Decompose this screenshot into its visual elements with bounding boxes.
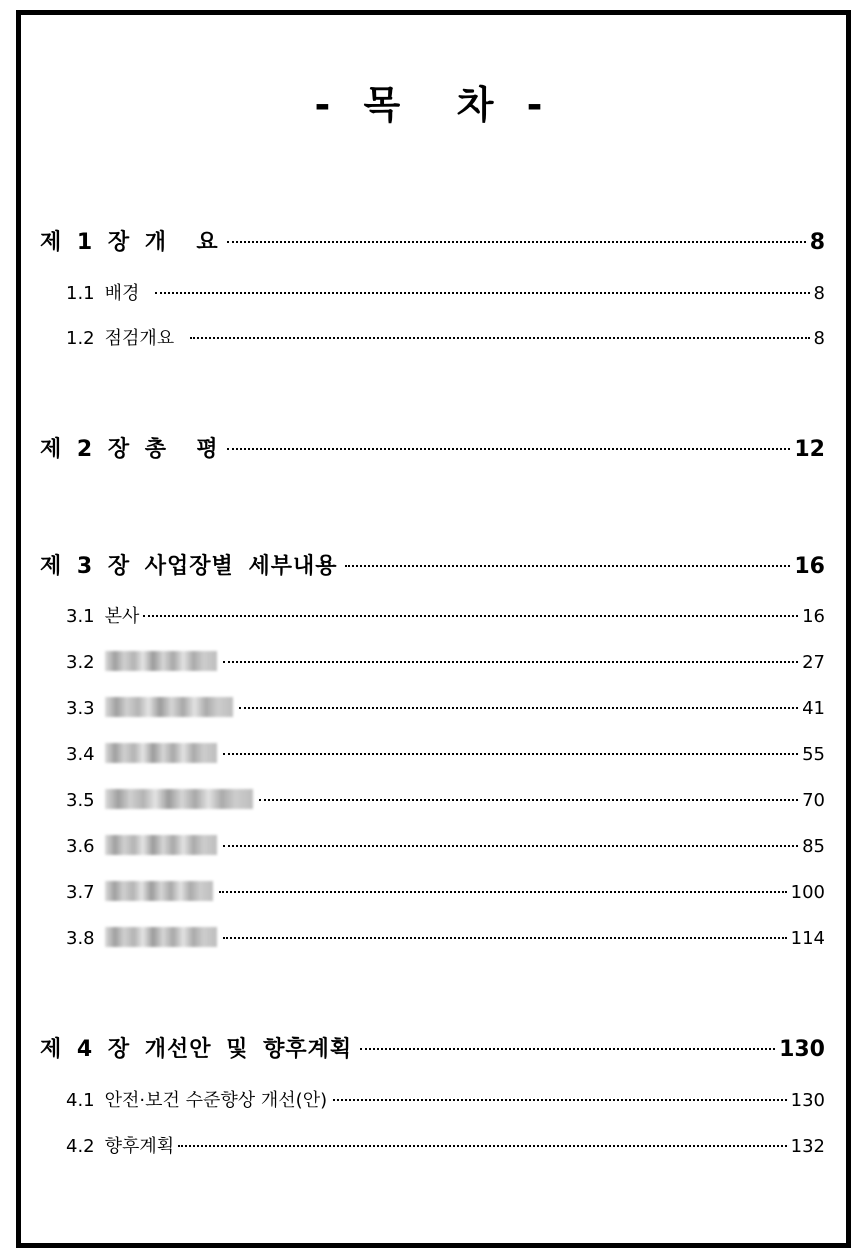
toc-section-label <box>66 832 217 857</box>
toc-page-number: 8 <box>813 283 825 304</box>
toc-section-number: 3.1 <box>66 606 95 627</box>
toc-page-number: 55 <box>802 744 825 765</box>
toc-chapter-4[interactable] <box>40 1032 825 1062</box>
toc-section-label <box>66 694 233 719</box>
toc-section-number: 1.2 <box>66 328 95 349</box>
toc-section-3-8[interactable] <box>66 924 825 948</box>
toc-section-number: 3.3 <box>66 698 95 719</box>
toc-section-text: 본사 <box>104 606 140 627</box>
toc-section-3-1[interactable] <box>66 602 825 626</box>
toc-chapter-3[interactable] <box>40 549 825 579</box>
toc-section-text: 향후계획 <box>104 1136 175 1157</box>
toc-leader-dots <box>143 615 798 617</box>
toc-section-label <box>66 924 217 949</box>
redacted-text-block <box>105 651 217 671</box>
toc-section-text: 안전·보건 수준향상 개선(안) <box>104 1090 328 1111</box>
toc-section-number: 3.7 <box>66 882 95 903</box>
toc-title: - 목 차 - <box>314 83 553 127</box>
toc-leader-dots <box>333 1099 787 1101</box>
toc-section-label <box>66 740 217 765</box>
toc-leader-dots <box>259 799 798 801</box>
toc-leader-dots <box>223 753 798 755</box>
toc-leader-dots <box>155 292 809 294</box>
redacted-text-block <box>105 789 253 809</box>
toc-page-number: 114 <box>790 928 825 949</box>
toc-page-number: 8 <box>809 230 825 255</box>
toc-page-number: 132 <box>790 1136 825 1157</box>
toc-page-number: 100 <box>790 882 825 903</box>
toc-section-number: 3.4 <box>66 744 95 765</box>
toc-section-3-5[interactable] <box>66 786 825 810</box>
toc-page-number: 8 <box>813 328 825 349</box>
toc-section-text: 배경 <box>104 283 140 304</box>
toc-leader-dots <box>190 337 809 339</box>
redacted-text-block <box>105 743 217 763</box>
toc-section-number: 3.8 <box>66 928 95 949</box>
toc-leader-dots <box>178 1145 786 1147</box>
toc-section-number: 4.1 <box>66 1090 95 1111</box>
toc-page-number: 130 <box>790 1090 825 1111</box>
toc-leader-dots <box>239 707 798 709</box>
toc-section-3-6[interactable] <box>66 832 825 856</box>
toc-leader-dots <box>223 661 798 663</box>
toc-chapter-2[interactable] <box>40 432 825 462</box>
toc-section-label <box>66 279 139 305</box>
toc-leader-dots <box>223 937 787 939</box>
toc-chapter-label: 제 3 장 사업장별 세부내용 <box>40 554 338 579</box>
toc-page-number: 70 <box>802 790 825 811</box>
toc-chapter-label: 제 2 장 총 평 <box>40 437 219 462</box>
toc-page-number: 16 <box>794 554 825 579</box>
redacted-text-block <box>105 927 217 947</box>
toc-section-number: 4.2 <box>66 1136 95 1157</box>
toc-section-3-2[interactable] <box>66 648 825 672</box>
toc-leader-dots <box>345 565 790 567</box>
toc-section-number: 3.5 <box>66 790 95 811</box>
toc-leader-dots <box>360 1048 775 1050</box>
toc-leader-dots <box>227 448 791 450</box>
toc-page-number: 130 <box>779 1037 825 1062</box>
redacted-text-block <box>105 835 217 855</box>
toc-section-1-2[interactable] <box>66 324 825 348</box>
toc-chapter-label: 제 1 장 개 요 <box>40 230 219 255</box>
toc-section-label <box>66 602 139 628</box>
toc-chapter-1[interactable] <box>40 225 825 255</box>
toc-page-number: 41 <box>802 698 825 719</box>
toc-section-label <box>66 1086 327 1112</box>
toc-section-number: 3.2 <box>66 652 95 673</box>
redacted-text-block <box>105 697 233 717</box>
toc-section-label <box>66 1132 174 1158</box>
toc-page-number: 12 <box>794 437 825 462</box>
toc-section-label <box>66 786 253 811</box>
toc-leader-dots <box>219 891 787 893</box>
toc-section-number: 3.6 <box>66 836 95 857</box>
toc-section-label <box>66 324 174 350</box>
toc-section-label <box>66 878 213 903</box>
toc-page-number: 27 <box>802 652 825 673</box>
toc-page-number: 16 <box>802 606 825 627</box>
toc-section-4-2[interactable] <box>66 1132 825 1156</box>
toc-section-1-1[interactable] <box>66 279 825 303</box>
toc-section-3-7[interactable] <box>66 878 825 902</box>
toc-section-4-1[interactable] <box>66 1086 825 1110</box>
toc-leader-dots <box>223 845 798 847</box>
toc-section-label <box>66 648 217 673</box>
toc-section-3-4[interactable] <box>66 740 825 764</box>
toc-leader-dots <box>227 241 806 243</box>
redacted-text-block <box>105 881 213 901</box>
toc-chapter-label: 제 4 장 개선안 및 향후계획 <box>40 1037 353 1062</box>
toc-section-number: 1.1 <box>66 283 95 304</box>
toc-page-number: 85 <box>802 836 825 857</box>
toc-section-text: 점검개요 <box>104 328 175 349</box>
toc-section-3-3[interactable] <box>66 694 825 718</box>
